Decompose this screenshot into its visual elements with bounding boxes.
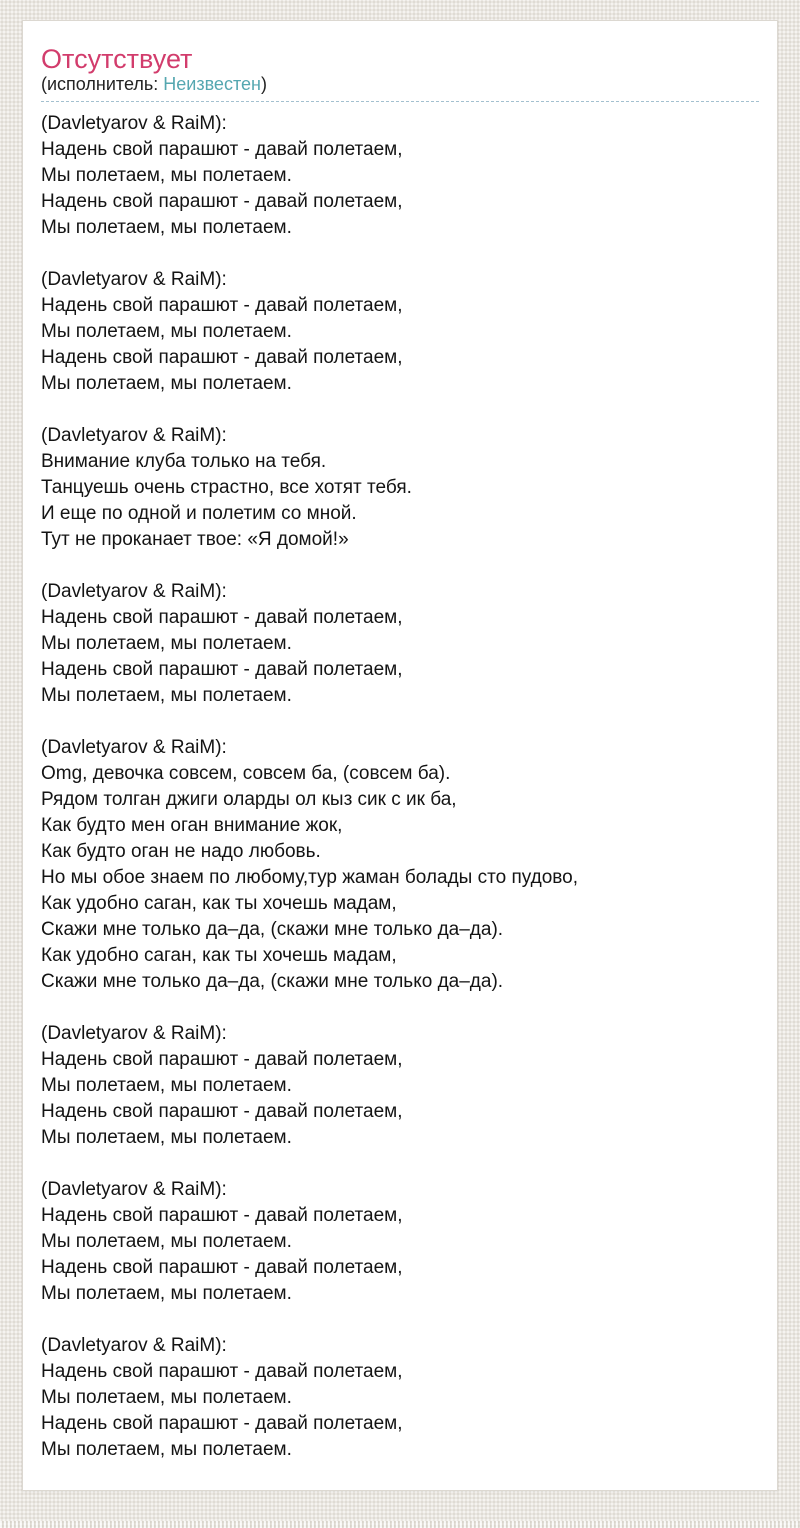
lyric-line: Мы полетаем, мы полетаем. — [41, 373, 292, 394]
lyric-line: (Davletyarov & RaiM): — [41, 425, 227, 446]
lyric-line: Как будто мен оган внимание жок, — [41, 815, 343, 836]
song-title: Отсутствует — [41, 44, 193, 74]
lyric-line: Надень свой парашют - давай полетаем, — [41, 659, 403, 680]
lyric-line: Тут не проканает твое: «Я домой!» — [41, 529, 349, 550]
lyric-line: (Davletyarov & RaiM): — [41, 269, 227, 290]
lyric-line: Надень свой парашют - давай полетаем, — [41, 295, 403, 316]
lyric-line: И еще по одной и полетим со мной. — [41, 503, 357, 524]
lyric-line: Надень свой парашют - давай полетаем, — [41, 139, 403, 160]
lyric-line: (Davletyarov & RaiM): — [41, 1335, 227, 1356]
lyric-line: Мы полетаем, мы полетаем. — [41, 633, 292, 654]
lyric-verse — [41, 579, 759, 709]
lyric-line: Мы полетаем, мы полетаем. — [41, 1075, 292, 1096]
lyric-line: Надень свой парашют - давай полетаем, — [41, 347, 403, 368]
lyric-line: Скажи мне только да–да, (скажи мне только да–да). — [41, 971, 504, 992]
lyric-line: Надень свой парашют - давай полетаем, — [41, 1361, 403, 1382]
lyric-line: Надень свой парашют - давай полетаем, — [41, 607, 403, 628]
lyric-line: (Davletyarov & RaiM): — [41, 581, 227, 602]
artist-label: (исполнитель: — [41, 74, 164, 94]
lyric-line: Мы полетаем, мы полетаем. — [41, 1127, 292, 1148]
lyric-line: Мы полетаем, мы полетаем. — [41, 685, 292, 706]
lyric-line: Мы полетаем, мы полетаем. — [41, 165, 292, 186]
artist-line — [41, 73, 759, 95]
lyrics-text — [41, 102, 759, 1463]
lyric-line: Как удобно саган, как ты хочешь мадам, — [41, 945, 397, 966]
lyric-verse — [41, 1021, 759, 1151]
lyric-line: Внимание клуба только на тебя. — [41, 451, 327, 472]
lyric-line: Мы полетаем, мы полетаем. — [41, 1283, 292, 1304]
lyric-line: (Davletyarov & RaiM): — [41, 1179, 227, 1200]
lyric-line: Надень свой парашют - давай полетаем, — [41, 1101, 403, 1122]
artist-link[interactable]: Неизвестен — [163, 74, 261, 94]
lyric-verse — [41, 423, 759, 553]
lyric-line: Мы полетаем, мы полетаем. — [41, 1231, 292, 1252]
song-header — [41, 45, 759, 102]
lyric-verse — [41, 735, 759, 995]
lyric-verse — [41, 1333, 759, 1463]
lyric-line: Надень свой парашют - давай полетаем, — [41, 1205, 403, 1226]
lyric-line: Но мы обое знаем по любому,тур жаман болады сто пудово, — [41, 867, 578, 888]
lyrics-card — [22, 20, 778, 1491]
lyric-line: Мы полетаем, мы полетаем. — [41, 1387, 292, 1408]
lyric-line: Надень свой парашют - давай полетаем, — [41, 1257, 403, 1278]
page — [0, 20, 800, 1491]
lyric-line: Omg, девочка совсем, совсем ба, (совсем ба). — [41, 763, 451, 784]
lyric-line: (Davletyarov & RaiM): — [41, 113, 227, 134]
lyric-line: Как будто оган не надо любовь. — [41, 841, 321, 862]
lyric-line: Мы полетаем, мы полетаем. — [41, 1439, 292, 1460]
lyric-line: Надень свой парашют - давай полетаем, — [41, 1413, 403, 1434]
lyric-verse — [41, 1177, 759, 1307]
lyric-line: Надень свой парашют - давай полетаем, — [41, 1049, 403, 1070]
lyric-line: (Davletyarov & RaiM): — [41, 737, 227, 758]
lyric-line: Мы полетаем, мы полетаем. — [41, 321, 292, 342]
lyric-line: Танцуешь очень страстно, все хотят тебя. — [41, 477, 412, 498]
lyric-line: Как удобно саган, как ты хочешь мадам, — [41, 893, 397, 914]
artist-suffix: ) — [260, 74, 267, 94]
lyric-line: Надень свой парашют - давай полетаем, — [41, 191, 403, 212]
lyric-verse — [41, 111, 759, 241]
lyric-line: Мы полетаем, мы полетаем. — [41, 217, 292, 238]
lyric-line: (Davletyarov & RaiM): — [41, 1023, 227, 1044]
lyric-line: Скажи мне только да–да, (скажи мне только да–да). — [41, 919, 504, 940]
lyric-verse — [41, 267, 759, 397]
background-bottom-edge — [0, 1521, 800, 1528]
lyric-line: Рядом толган джиги оларды ол кыз сик с ик ба, — [41, 789, 457, 810]
